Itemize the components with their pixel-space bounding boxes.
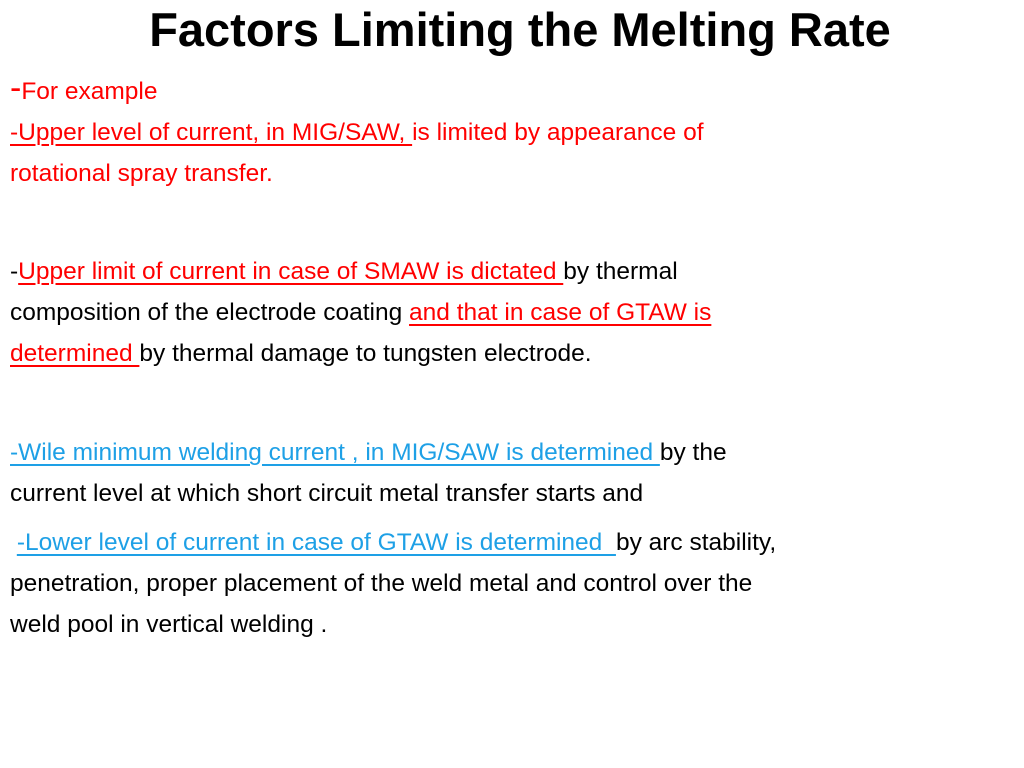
para4-plain1: by arc stability, — [615, 529, 777, 556]
para3-line2 — [10, 473, 1015, 514]
para2-underlined2a: and that in case of GTAW is — [409, 299, 712, 326]
para4-line3 — [10, 604, 1015, 645]
para4-line1 — [10, 522, 1015, 563]
example-text: For example — [21, 78, 158, 105]
para2-plain2: composition of the electrode coating — [10, 299, 410, 326]
para3-plain2: current level at which short circuit metal transfer starts and — [10, 480, 644, 507]
para4-line2 — [10, 563, 1015, 604]
para3-underlined: -Wile minimum welding current , in MIG/SAW is determined — [10, 439, 660, 466]
example-line — [10, 68, 1015, 112]
para2-underlined1: Upper limit of current in case of SMAW is dictated — [18, 258, 564, 285]
para4-lead-space — [10, 529, 17, 556]
slide-title: Factors Limiting the Melting Rate — [149, 3, 891, 56]
para2-line2 — [10, 292, 1015, 333]
para1-line1 — [10, 112, 1015, 153]
spacer — [10, 194, 1015, 251]
para1-line2 — [10, 153, 1015, 194]
para4-plain2: penetration, proper placement of the weld metal and control over the — [10, 570, 753, 597]
para2-plain3: by thermal damage to tungsten electrode. — [139, 340, 592, 367]
para4-underlined: -Lower level of current in case of GTAW is determined — [16, 529, 616, 556]
para2-plain1: by thermal — [563, 258, 678, 285]
spacer — [10, 374, 1015, 432]
para2-line1 — [10, 251, 1015, 292]
para2-underlined2b: determined — [10, 340, 140, 367]
para3-plain1: by the — [659, 439, 727, 466]
para2-dash: - — [10, 258, 19, 285]
slide-body — [10, 68, 1015, 645]
para1-rest: is limited by appearance of — [412, 119, 704, 146]
para1-underlined: -Upper level of current, in MIG/SAW, — [10, 119, 413, 146]
para4-plain3: weld pool in vertical welding . — [10, 611, 328, 638]
para2-line3 — [10, 333, 1015, 374]
para1-line2-text: rotational spray transfer. — [10, 160, 273, 187]
para3-line1 — [10, 432, 1015, 473]
example-dash: - — [10, 69, 22, 107]
